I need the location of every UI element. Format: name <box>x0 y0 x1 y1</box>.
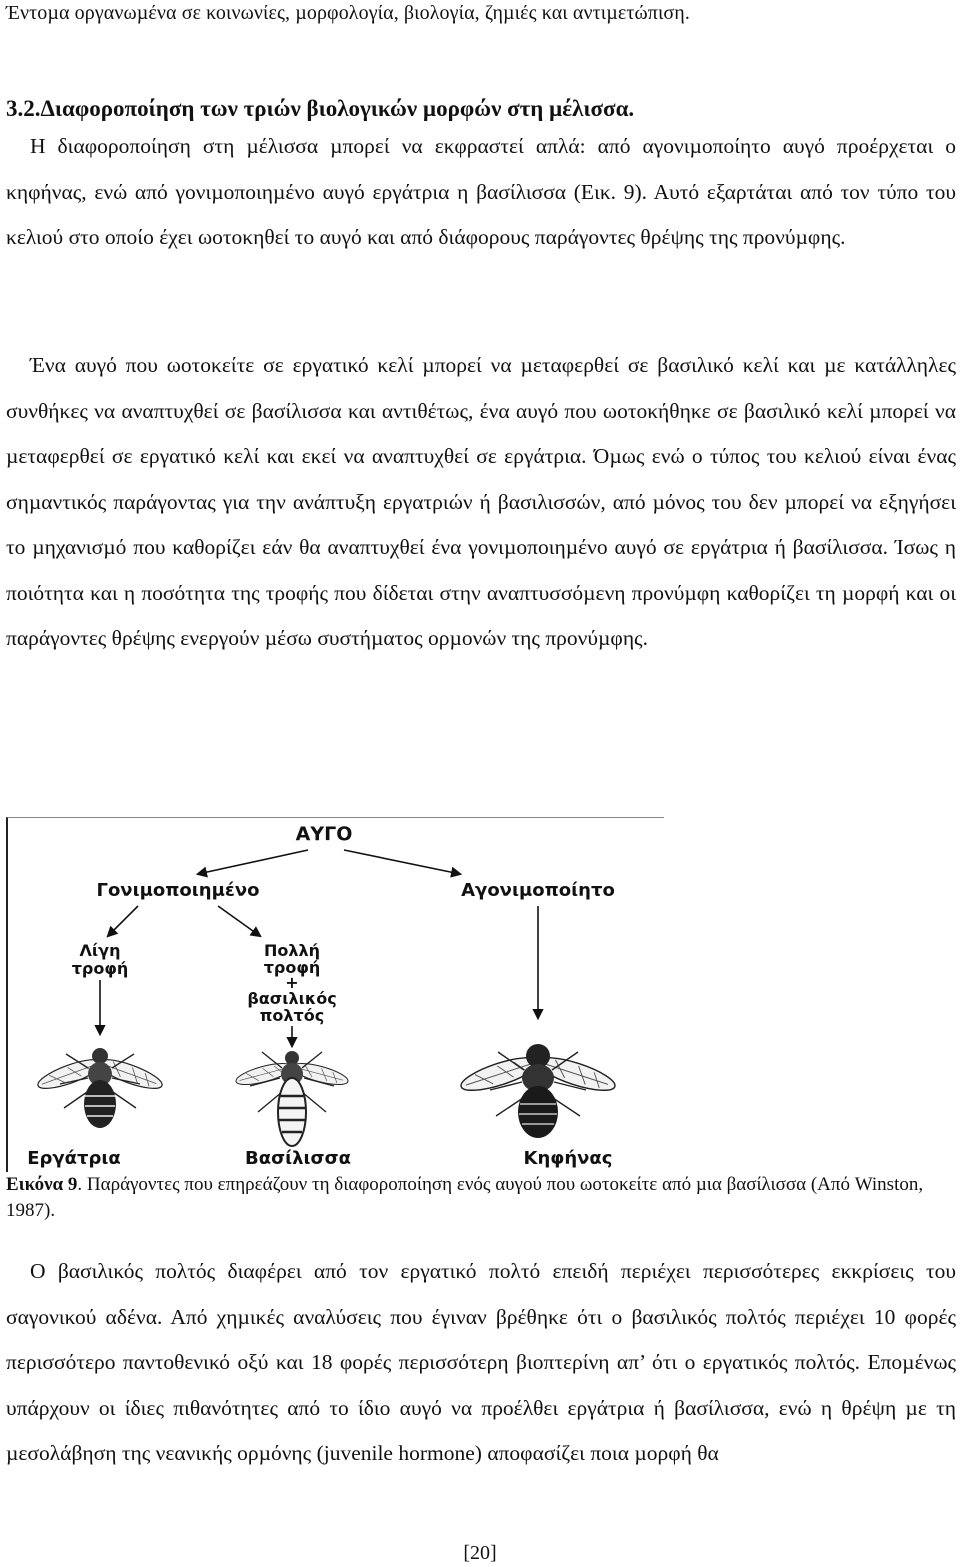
paragraph-3 <box>6 1249 956 1477</box>
running-header: Έντοµα οργανωµένα σε κοινωνίες, µορφολογία, βιολογία, ζηµιές και αντιµετώπιση. <box>6 2 690 24</box>
label-much-food-4: πολτός <box>259 1006 325 1025</box>
figure-diagram <box>8 818 664 1172</box>
label-much-food-1: Πολλή <box>263 941 321 960</box>
arrow-to-little-food <box>108 906 138 936</box>
caption-text: . Παράγοντες που επηρεάζουν τη διαφοροποίηση ενός αυγού που ωοτοκείτε από µια βασίλισσα (Από Winston, 1987). <box>6 1174 924 1221</box>
page-number: [20] <box>463 1542 497 1564</box>
figure-caption <box>6 1172 946 1224</box>
worker-bee-illustration <box>35 1048 165 1128</box>
arrow-egg-to-fertilized <box>198 850 308 874</box>
paragraph-3-text: Ο βασιλικός πολτός διαφέρει από τον εργατικό πολτό επειδή περιέχει περισσότερες εκκρίσεις του σαγονικού αδένα. Από χηµικές αναλύσεις που έγιναν βρέθηκε ότι ο βασιλικός πολτός περιέχει 10 φορές περισσότερο παντοθενικό οξύ και 18 φορές περισσότερη βιοπτερίνη απ’ ότι ο εργατικός πολτός. Εποµένως υπάρχουν οι ίδιες πιθανότητες από το ίδιο αυγό να προέλθει εργάτρια ή βασίλισσα, ενώ η θρέψη µε τη µεσολάβηση της νεανικής ορµόνης (juvenile hormone) αποφασίζει ποια µορφή θα <box>6 1259 956 1465</box>
label-much-food-3: βασιλικός <box>247 989 337 1008</box>
paragraph-1-text: Η διαφοροποίηση στη µέλισσα µπορεί να εκφραστεί απλά: από αγονιµοποίητο αυγό προέρχεται ο κηφήνας, ενώ από γονιµοποιηµένο αυγό εργάτρια η βασίλισσα (Εικ. 9). Αυτό εξαρτάται από τον τύπο του κελιού στο οποίο έχει ωοτοκηθεί το αυγό και από διάφορους παράγοντες θρέψης της προνύµφης. <box>6 134 956 249</box>
section-title: 3.2.Διαφοροποίηση των τριών βιολογικών µορφών στη µέλισσα. <box>6 96 635 121</box>
bee-differentiation-figure <box>6 817 664 1172</box>
label-much-food-2: τροφή <box>263 958 321 977</box>
label-fertilized: Γονιμοποιημένο <box>96 880 260 901</box>
label-queen: Βασίλισσα <box>245 1148 351 1169</box>
arrow-to-much-food <box>218 906 260 936</box>
label-egg: ΑΥΓΟ <box>295 823 353 845</box>
label-much-food-plus: + <box>285 973 299 992</box>
label-unfertilized: Αγονιμοποίητο <box>461 880 615 901</box>
label-little-food-2: τροφή <box>71 959 129 978</box>
paragraph-2-text: Ένα αυγό που ωοτοκείτε σε εργατικό κελί µπορεί να µεταφερθεί σε βασιλικό κελί και µε κατάλληλες συνθήκες να αναπτυχθεί σε βασίλισσα και αντιθέτως, ένα αυγό που ωοτοκήθηκε σε βασιλικό κελί µπορεί να µεταφερθεί σε εργατικό κελί και εκεί να αναπτυχθεί σε εργάτρια. Όµως ενώ ο τύπος του κελιού είναι ένας σηµαντικός παράγοντας για την ανάπτυξη εργατριών ή βασιλισσών, από µόνος του δεν µπορεί να εξηγήσει το µηχανισµό που καθορίζει εάν θα αναπτυχθεί ένα γονιµοποιηµένο αυγό σε εργάτρια ή βασίλισσα. Ίσως η ποιότητα και η ποσότητα της τροφής που δίδεται στην αναπτυσσόµενη προνύµφη καθορίζει τη µορφή και οι παράγοντες θρέψης ενεργούν µέσω συστήµατος ορµονών της προνύµφης. <box>6 353 956 650</box>
queen-bee-illustration <box>234 1051 350 1146</box>
arrow-egg-to-unfertilized <box>344 850 460 874</box>
paragraph-1 <box>6 124 956 261</box>
drone-bee-illustration <box>458 1044 618 1138</box>
caption-label: Εικόνα 9 <box>6 1174 78 1195</box>
label-worker: Εργάτρια <box>27 1148 121 1169</box>
label-little-food-1: Λίγη <box>79 941 121 960</box>
label-drone: Κηφήνας <box>523 1148 613 1169</box>
paragraph-2 <box>6 343 956 662</box>
